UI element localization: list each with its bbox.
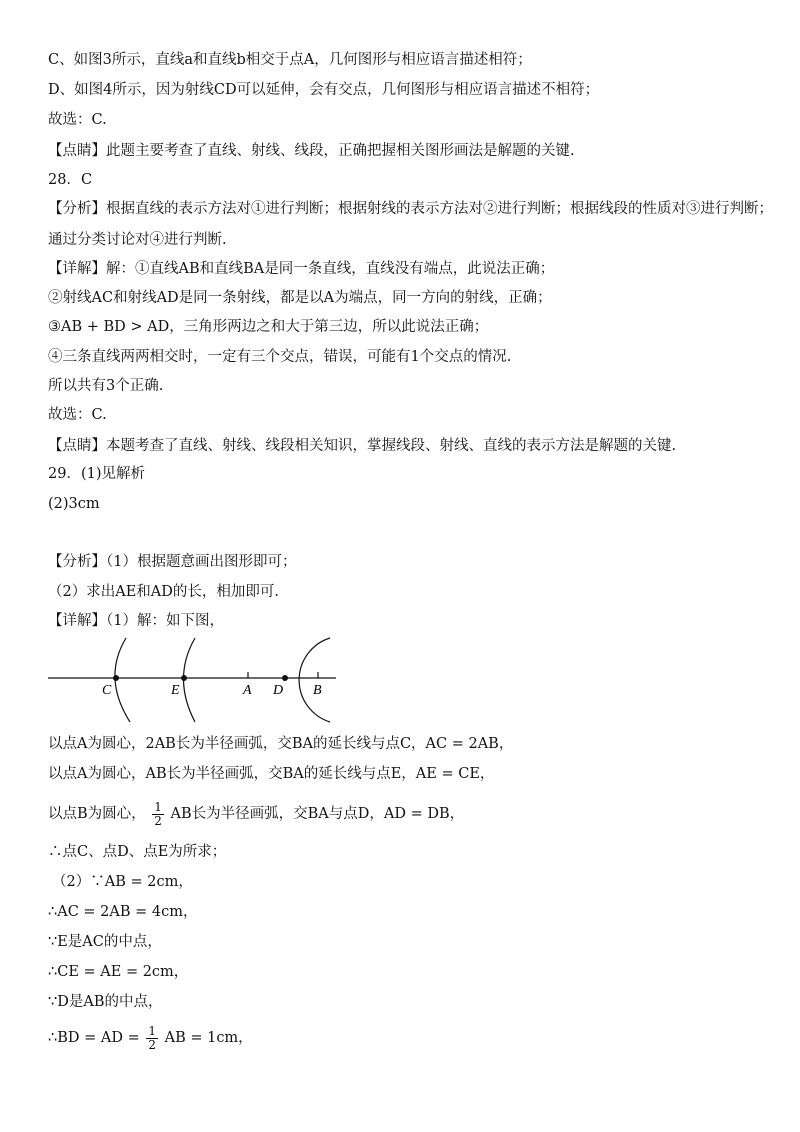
text-line: ②射线AC和射线AD是同一条射线，都是以A为端点，同一方向的射线，正确； (48, 290, 552, 306)
text-line: ∴CE = AE = 2cm， (48, 964, 189, 980)
question-number: 28．C (48, 172, 93, 188)
text-line: 以点A为圆心，AB长为半径画弧，交BA的延长线与点E，AE = CE， (48, 766, 495, 782)
text-line: 所以共有3个正确. (48, 378, 164, 394)
text-segment: AB长为半径画弧，交BA与点D，AD = DB， (170, 806, 465, 822)
text-segment: 以点B为圆心， (48, 806, 146, 822)
text-line: 故选：C. (48, 112, 107, 128)
fraction-numerator: 1 (148, 1023, 156, 1038)
text-line: ∵D是AB的中点， (48, 994, 163, 1010)
text-line: 【分析】（1）根据题意画出图形即可； (48, 554, 297, 570)
fraction-denominator: 2 (148, 1037, 156, 1052)
text-line: 以点A为圆心，2AB长为半径画弧，交BA的延长线与点C，AC = 2AB， (48, 736, 514, 752)
label-e: E (171, 683, 180, 698)
text-line: D、如图4所示，因为射线CD可以延伸，会有交点，几何图形与相应语言描述不相符； (48, 82, 600, 98)
text-line (48, 1024, 253, 1052)
label-b: B (313, 683, 322, 698)
text-line: ∴点C、点D、点E为所求； (48, 844, 227, 860)
fraction-denominator: 2 (154, 813, 162, 828)
text-line: (2)3cm (48, 496, 100, 512)
geometry-figure (40, 630, 360, 725)
fraction (152, 801, 164, 828)
text-segment: AB = 1cm， (164, 1030, 253, 1046)
arc-d (299, 638, 330, 722)
label-a: A (243, 683, 252, 698)
text-segment: ∴BD = AD = (48, 1030, 140, 1046)
point-e (181, 675, 187, 681)
text-line: ∴AC = 2AB = 4cm， (48, 904, 198, 920)
text-line: 【点睛】本题考查了直线、射线、线段相关知识，掌握线段、射线、直线的表示方法是解题的关键. (48, 438, 677, 454)
text-line: 【详解】（1）解：如下图， (48, 613, 224, 629)
text-line: 故选：C. (48, 407, 107, 423)
point-c (113, 675, 119, 681)
text-line: 【点睛】此题主要考查了直线、射线、线段，正确把握相关图形画法是解题的关键. (48, 143, 575, 159)
text-line: 【详解】解：①直线AB和直线BA是同一条直线，直线没有端点，此说法正确； (48, 261, 555, 277)
text-line: ③AB + BD > AD，三角形两边之和大于第三边，所以此说法正确； (48, 319, 489, 335)
label-c: C (102, 683, 112, 698)
text-line: ∵E是AC的中点， (48, 934, 162, 950)
text-line: （2）∵AB = 2cm， (52, 874, 193, 890)
question-number: 29．(1)见解析 (48, 466, 145, 482)
text-line: ④三条直线两两相交时，一定有三个交点，错误，可能有1个交点的情况. (48, 349, 512, 365)
text-line: C、如图3所示，直线a和直线b相交于点A，几何图形与相应语言描述相符； (48, 52, 532, 68)
fraction (146, 1025, 158, 1052)
fraction-numerator: 1 (154, 799, 162, 814)
label-d: D (273, 683, 284, 698)
text-line (48, 800, 464, 828)
text-line: 通过分类讨论对④进行判断. (48, 232, 227, 248)
point-d (282, 675, 288, 681)
text-line: 【分析】根据直线的表示方法对①进行判断；根据射线的表示方法对②进行判断；根据线段的性质对③进行判断； (48, 201, 773, 217)
text-line: （2）求出AE和AD的长，相加即可. (48, 584, 279, 600)
